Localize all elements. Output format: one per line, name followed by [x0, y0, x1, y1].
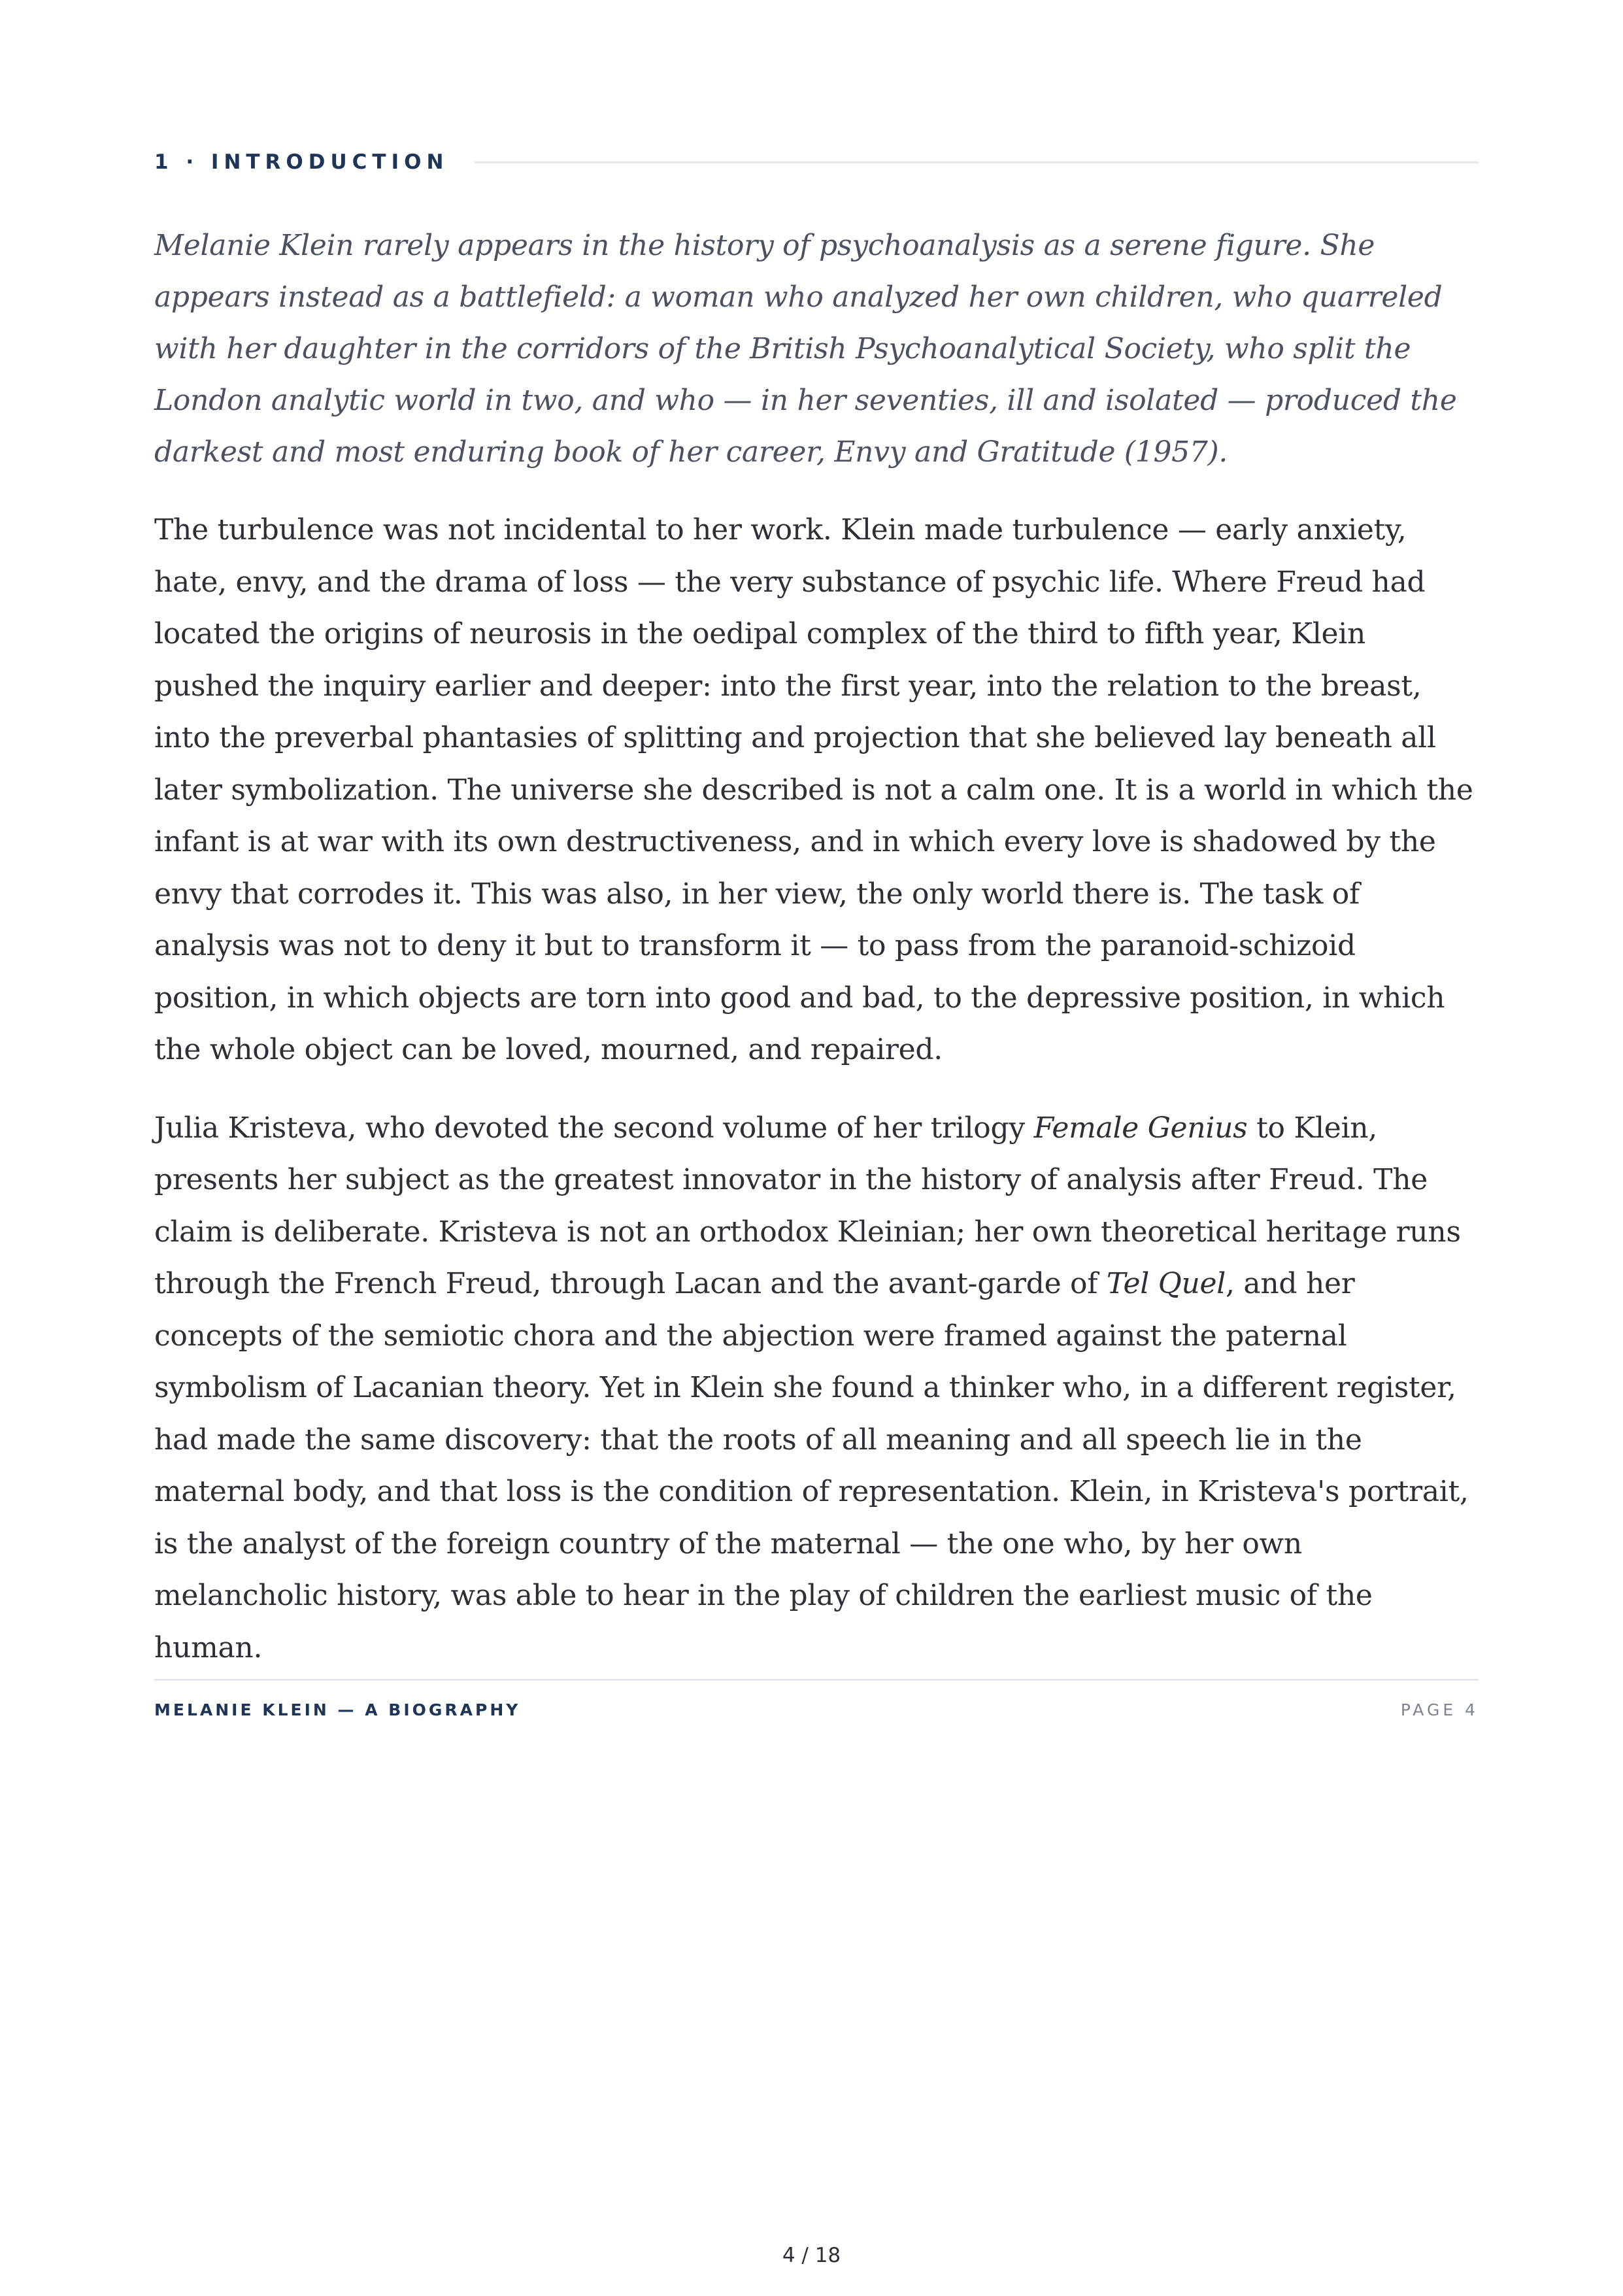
section-header [154, 144, 1479, 180]
body-paragraph-1: The turbulence was not incidental to her work. Klein made turbulence — early anxiety, hate, envy, and the drama of loss — the very substance of psychic life. Where Freud had located the origins of neurosis in the oedipal complex of the third to fifth year, Klein pushed the inquiry earlier and deeper: into the first year, into the relation to the breast, into the preverbal phantasies of splitting and projection that she believed lay beneath all later symbolization. The universe she described is not a calm one. It is a world in which the infant is at war with its own destructiveness, and in which every love is shadowed by the envy that corrodes it. This was also, in her view, the only world there is. The task of analysis was not to deny it but to transform it — to pass from the paranoid-schizoid position, in which objects are torn into good and bad, to the depressive position, in which the whole object can be loved, mourned, and repaired. [154, 513, 1473, 1066]
section-title: 1 · INTRODUCTION [154, 150, 449, 174]
section-divider [475, 161, 1479, 163]
journal-title-emphasis: Tel Quel [1106, 1267, 1226, 1300]
book-title-emphasis: Female Genius [1033, 1111, 1248, 1145]
lead-paragraph: Melanie Klein rarely appears in the history of psychoanalysis as a serene figure. She appears instead as a battlefield: a woman who analyzed her own children, who quarreled with her daughter in the corridors of the British Psychoanalytical Society, who split the London analytic world in two, and who — in her seventies, ill and isolated — produced the darkest and most enduring book of her career, Envy and Gratitude (1957). [154, 229, 1457, 469]
page-content [154, 144, 1479, 1700]
running-title: MELANIE KLEIN — A BIOGRAPHY [154, 1700, 521, 1719]
body-paragraph-2 [154, 1102, 1479, 1674]
viewer-page-counter: 4 / 18 [782, 2244, 841, 2267]
paragraph-text: , and her concepts of the semiotic chora and the abjection were framed against the paternal symbolism of Lacanian theory. Yet in Klein she found a thinker who, in a different register, had made the same discovery: that the roots of all meaning and all speech lie in the maternal body, and that loss is the condition of representation. Klein, in Kristeva's portrait, is the analyst of the foreign country of the maternal — the one who, by her own melancholic history, was able to hear in the play of children the earliest music of the human. [154, 1267, 1469, 1664]
paragraph-text: to Klein, presents her subject as the greatest innovator in the history of analysis after Freud. The claim is deliberate. Kristeva is not an orthodox Kleinian; her own theoretical heritage runs through the French Freud, through Lacan and the avant-garde of [154, 1111, 1461, 1300]
paragraph-text: Julia Kristeva, who devoted the second volume of her trilogy [154, 1111, 1034, 1145]
page-footer [154, 1679, 1479, 1719]
page-number: PAGE 4 [1400, 1700, 1479, 1719]
